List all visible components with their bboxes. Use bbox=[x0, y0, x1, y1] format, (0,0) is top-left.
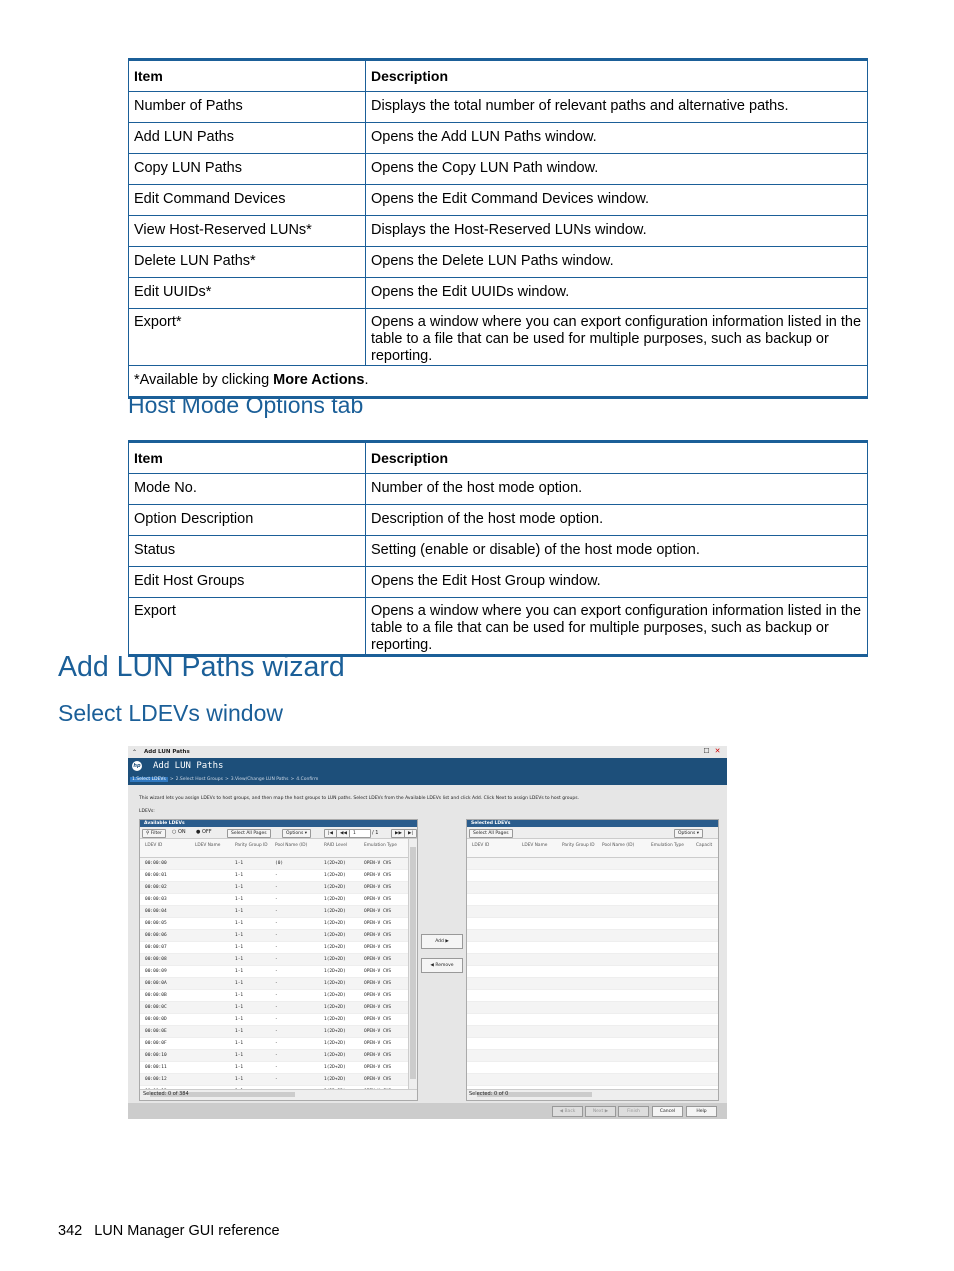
table-cell-description: Opens the Edit UUIDs window. bbox=[366, 278, 868, 309]
col-pool-name[interactable]: Pool Name (ID) bbox=[602, 843, 635, 848]
grid-cell: - bbox=[275, 1053, 278, 1058]
table-cell-item: Add LUN Paths bbox=[129, 123, 366, 154]
page-number: 342 bbox=[58, 1223, 83, 1239]
selected-options-dropdown[interactable]: Options ▾ bbox=[674, 829, 703, 838]
table-cell-description: Number of the host mode option. bbox=[366, 474, 868, 505]
grid-cell: - bbox=[275, 897, 278, 902]
grid-cell: 1(2D+2D) bbox=[324, 993, 346, 998]
select-all-pages-button[interactable]: Select All Pages bbox=[227, 829, 271, 838]
empty-row bbox=[467, 894, 718, 906]
empty-row bbox=[467, 1050, 718, 1062]
grid-cell: 00:00:12 bbox=[145, 1077, 167, 1082]
grid-cell: 00:00:07 bbox=[145, 945, 167, 950]
footnote-prefix: *Available by clicking bbox=[134, 372, 274, 388]
grid-cell: OPEN-V CVS bbox=[364, 1077, 392, 1082]
grid-cell: OPEN-V CVS bbox=[364, 993, 392, 998]
grid-cell: 1(2D+2D) bbox=[324, 873, 346, 878]
grid-cell: OPEN-V CVS bbox=[364, 981, 392, 986]
grid-cell: 00:00:11 bbox=[145, 1065, 167, 1070]
heading-wizard: Add LUN Paths wizard bbox=[58, 651, 345, 683]
grid-cell: 1-1 bbox=[235, 1077, 244, 1082]
empty-row bbox=[467, 942, 718, 954]
cancel-button[interactable]: Cancel bbox=[652, 1106, 683, 1117]
empty-row bbox=[467, 870, 718, 882]
grid-cell: 1-1 bbox=[235, 1005, 244, 1010]
table-cell-description: Opens the Copy LUN Path window. bbox=[366, 154, 868, 185]
wizard-steps bbox=[128, 775, 727, 785]
grid-cell: OPEN-V CVS bbox=[364, 909, 392, 914]
grid-cell: OPEN-V CVS bbox=[364, 1041, 392, 1046]
table-row[interactable] bbox=[140, 906, 408, 918]
wizard-banner bbox=[128, 758, 727, 775]
grid-cell: - bbox=[275, 873, 278, 878]
table-cell-description: Description of the host mode option. bbox=[366, 505, 868, 536]
empty-row bbox=[467, 1014, 718, 1026]
heading-select-ldevs: Select LDEVs window bbox=[58, 700, 283, 726]
table-cell-description: Opens the Edit Host Group window. bbox=[366, 567, 868, 598]
grid-cell: 1(2D+2D) bbox=[324, 981, 346, 986]
grid-cell: - bbox=[275, 909, 278, 914]
hp-logo-icon: hp bbox=[133, 763, 141, 769]
grid-cell: OPEN-V CVS bbox=[364, 1053, 392, 1058]
grid-cell: 1-1 bbox=[235, 1017, 244, 1022]
table-cell-description: Opens the Add LUN Paths window. bbox=[366, 123, 868, 154]
col-header-description: Description bbox=[366, 442, 868, 474]
table-row[interactable] bbox=[140, 918, 408, 930]
table-cell-description: Setting (enable or disable) of the host mode option. bbox=[366, 536, 868, 567]
wizard-button-bar bbox=[128, 1103, 727, 1119]
col-ldev-name[interactable]: LDEV Name bbox=[522, 843, 548, 848]
col-ldev-id[interactable]: LDEV ID bbox=[145, 843, 163, 848]
table-cell-description: Opens the Edit Command Devices window. bbox=[366, 185, 868, 216]
grid-cell: 00:00:0B bbox=[145, 993, 167, 998]
empty-row bbox=[467, 1002, 718, 1014]
grid-cell: 1-1 bbox=[235, 861, 244, 866]
table-cell-item: Edit Host Groups bbox=[129, 567, 366, 598]
table-row[interactable] bbox=[140, 870, 408, 882]
table-cell-item: Edit UUIDs* bbox=[129, 278, 366, 309]
add-button[interactable]: Add ▶ bbox=[421, 934, 463, 949]
grid-cell: 00:00:0A bbox=[145, 981, 167, 986]
selected-select-all-button[interactable]: Select All Pages bbox=[469, 829, 513, 838]
empty-row bbox=[467, 954, 718, 966]
grid-cell: OPEN-V CVS bbox=[364, 897, 392, 902]
grid-cell: OPEN-V CVS bbox=[364, 1029, 392, 1034]
grid-cell: 1-1 bbox=[235, 981, 244, 986]
col-raid-level[interactable]: RAID Level bbox=[324, 843, 348, 848]
step-separator: > bbox=[224, 777, 229, 782]
col-ldev-id[interactable]: LDEV ID bbox=[472, 843, 490, 848]
grid-cell: 00:00:0C bbox=[145, 1005, 167, 1010]
grid-cell: 1(2D+2D) bbox=[324, 1053, 346, 1058]
selected-ldevs-panel bbox=[466, 819, 719, 1101]
next-button[interactable]: Next ▶ bbox=[585, 1106, 616, 1117]
available-ldevs-panel bbox=[139, 819, 418, 1101]
grid-cell: 00:00:02 bbox=[145, 885, 167, 890]
grid-cell: 1(2D+2D) bbox=[324, 897, 346, 902]
footnote-suffix: . bbox=[364, 372, 369, 388]
grid-cell: - bbox=[275, 981, 278, 986]
back-button[interactable]: ◀ Back bbox=[552, 1106, 583, 1117]
selected-ldevs-toolbar bbox=[467, 827, 718, 839]
col-emulation-type[interactable]: Emulation Type bbox=[364, 843, 397, 848]
grid-cell: 00:00:08 bbox=[145, 957, 167, 962]
grid-cell: OPEN-V CVS bbox=[364, 945, 392, 950]
window-title: Add LUN Paths bbox=[144, 749, 190, 755]
grid-cell: - bbox=[275, 945, 278, 950]
grid-cell: 1-1 bbox=[235, 933, 244, 938]
step-separator: > bbox=[290, 777, 295, 782]
table-cell-item: Number of Paths bbox=[129, 92, 366, 123]
step-confirm: 4.Confirm bbox=[296, 777, 319, 782]
grid-cell: 1(2D+2D) bbox=[324, 1029, 346, 1034]
options-label: Options bbox=[286, 831, 304, 836]
grid-cell: 1-1 bbox=[235, 993, 244, 998]
grid-cell: - bbox=[275, 1065, 278, 1070]
on-label: ON bbox=[177, 829, 186, 835]
grid-cell: 00:00:05 bbox=[145, 921, 167, 926]
remove-label: Remove bbox=[435, 963, 454, 968]
grid-cell: 00:00:0F bbox=[145, 1041, 167, 1046]
grid-cell: OPEN-V CVS bbox=[364, 933, 392, 938]
table-row[interactable] bbox=[140, 1038, 408, 1050]
grid-cell: 1-1 bbox=[235, 885, 244, 890]
grid-cell: 1-1 bbox=[235, 909, 244, 914]
finish-button[interactable]: Finish bbox=[618, 1106, 649, 1117]
table-cell-description: Opens a window where you can export configuration information listed in the table to a file that can be used for multiple purposes, such as backup or reporting. bbox=[366, 598, 868, 656]
help-button[interactable]: Help bbox=[686, 1106, 717, 1117]
col-capacity[interactable]: Capacit bbox=[696, 843, 713, 848]
grid-cell: OPEN-V CVS bbox=[364, 969, 392, 974]
grid-cell: 1-1 bbox=[235, 957, 244, 962]
available-vertical-scrollbar[interactable] bbox=[408, 839, 417, 1089]
table-row[interactable] bbox=[140, 966, 408, 978]
banner-title: Add LUN Paths bbox=[153, 761, 224, 771]
grid-cell: 1(2D+2D) bbox=[324, 1017, 346, 1022]
footnote-bold: More Actions bbox=[273, 372, 365, 388]
table-row[interactable] bbox=[140, 858, 408, 870]
grid-cell: - bbox=[275, 933, 278, 938]
table-row[interactable] bbox=[140, 930, 408, 942]
step-view-change-lun-paths: 3.View/Change LUN Paths bbox=[230, 777, 289, 782]
filter-label: Filter bbox=[150, 831, 162, 836]
grid-header bbox=[140, 839, 408, 858]
grid-header bbox=[467, 839, 718, 858]
grid-cell: - bbox=[275, 969, 278, 974]
page-total: / 1 bbox=[372, 830, 379, 836]
grid-cell: 00:00:0D bbox=[145, 1017, 167, 1022]
empty-row bbox=[467, 990, 718, 1002]
grid-cell: OPEN-V CVS bbox=[364, 921, 392, 926]
grid-cell: 1-1 bbox=[235, 873, 244, 878]
grid-cell: 00:00:0E bbox=[145, 1029, 167, 1034]
page-input[interactable]: 1 bbox=[349, 829, 371, 838]
col-pool-name[interactable]: Pool Name (ID) bbox=[275, 843, 308, 848]
grid-cell: - bbox=[275, 957, 278, 962]
grid-cell: 1-1 bbox=[235, 921, 244, 926]
filter-button[interactable]: ⚲ Filter bbox=[142, 829, 166, 838]
options-dropdown[interactable]: Options ▾ bbox=[282, 829, 311, 838]
grid-cell: - bbox=[275, 921, 278, 926]
col-parity-group[interactable]: Parity Group ID bbox=[235, 843, 268, 848]
table-cell-description: Displays the Host-Reserved LUNs window. bbox=[366, 216, 868, 247]
selected-options-label: Options bbox=[678, 831, 696, 836]
filter-on-radio[interactable]: ○ ON bbox=[172, 829, 186, 835]
step-separator: > bbox=[169, 777, 174, 782]
available-ldevs-title: Available LDEVs bbox=[140, 820, 417, 827]
empty-row bbox=[467, 1062, 718, 1074]
grid-cell: - bbox=[275, 1017, 278, 1022]
table-cell-item: Option Description bbox=[129, 505, 366, 536]
grid-cell: - bbox=[275, 1005, 278, 1010]
page-footer bbox=[58, 1223, 280, 1239]
table-cell-item: Copy LUN Paths bbox=[129, 154, 366, 185]
empty-row bbox=[467, 1038, 718, 1050]
filter-off-radio[interactable]: ● OFF bbox=[196, 829, 212, 835]
empty-row bbox=[467, 1026, 718, 1038]
step-select-ldevs: 1.Select LDEVs bbox=[132, 777, 166, 782]
section-heading-host-mode: Host Mode Options tab bbox=[128, 392, 364, 418]
collapse-icon[interactable]: ⌃ bbox=[132, 749, 138, 756]
first-page-icon[interactable]: |◀ bbox=[324, 829, 337, 838]
grid-cell: 1(2D+2D) bbox=[324, 933, 346, 938]
empty-row bbox=[467, 858, 718, 870]
grid-cell: 1-1 bbox=[235, 897, 244, 902]
grid-cell: 1-1 bbox=[235, 945, 244, 950]
col-header-description: Description bbox=[366, 60, 868, 92]
table-cell-item: Edit Command Devices bbox=[129, 185, 366, 216]
grid-cell: 00:00:04 bbox=[145, 909, 167, 914]
grid-cell: OPEN-V CVS bbox=[364, 861, 392, 866]
grid-cell: OPEN-V CVS bbox=[364, 885, 392, 890]
available-selected-count: Selected: 0 of 384 bbox=[143, 1091, 189, 1097]
table-row[interactable] bbox=[140, 1050, 408, 1062]
grid-cell: 1(2D+2D) bbox=[324, 1005, 346, 1010]
grid-cell: - bbox=[275, 1077, 278, 1082]
table-cell-item: Export bbox=[129, 598, 366, 656]
table-cell-description: Displays the total number of relevant paths and alternative paths. bbox=[366, 92, 868, 123]
table-row[interactable] bbox=[140, 954, 408, 966]
grid-cell: - bbox=[275, 993, 278, 998]
footer-title: LUN Manager GUI reference bbox=[94, 1223, 280, 1239]
table-cell-item: View Host-Reserved LUNs* bbox=[129, 216, 366, 247]
empty-row bbox=[467, 966, 718, 978]
grid-cell: (0) bbox=[275, 861, 284, 866]
wizard-description: This wizard lets you assign LDEVs to host groups, and then map the host groups to LUN paths. Select LDEVs from the Available LDEVs list and click Add. Click Next to assign LDEVs to host groups. bbox=[139, 796, 580, 801]
table-row[interactable] bbox=[140, 1074, 408, 1086]
grid-cell: 1-1 bbox=[235, 1041, 244, 1046]
grid-cell: 1-1 bbox=[235, 1065, 244, 1070]
col-header-item: Item bbox=[129, 60, 366, 92]
table-row[interactable] bbox=[140, 882, 408, 894]
selected-ldevs-grid bbox=[467, 839, 718, 1089]
table-row[interactable] bbox=[140, 894, 408, 906]
table-cell-item: Mode No. bbox=[129, 474, 366, 505]
grid-cell: 00:00:10 bbox=[145, 1053, 167, 1058]
grid-cell: 1(2D+2D) bbox=[324, 921, 346, 926]
table-row[interactable] bbox=[140, 990, 408, 1002]
grid-cell: - bbox=[275, 885, 278, 890]
close-icon[interactable]: ✕ bbox=[714, 747, 721, 755]
table-cell-description: Opens a window where you can export configuration information listed in the table to a file that can be used for multiple purposes, such as backup or reporting. bbox=[366, 309, 868, 366]
table-cell-item: Status bbox=[129, 536, 366, 567]
step-select-host-groups: 2.Select Host Groups bbox=[175, 777, 223, 782]
grid-cell: 1(2D+2D) bbox=[324, 945, 346, 950]
last-page-icon[interactable]: ▶| bbox=[404, 829, 417, 838]
grid-cell: 1(2D+2D) bbox=[324, 909, 346, 914]
grid-cell: 1(2D+2D) bbox=[324, 1041, 346, 1046]
grid-cell: OPEN-V CVS bbox=[364, 873, 392, 878]
grid-cell: 00:00:06 bbox=[145, 933, 167, 938]
grid-cell: - bbox=[275, 1041, 278, 1046]
next-page-icon[interactable]: ▶▶ bbox=[391, 829, 406, 838]
selected-count: Selected: 0 of 0 bbox=[469, 1091, 509, 1097]
prev-page-icon[interactable]: ◀◀ bbox=[336, 829, 351, 838]
grid-cell: 00:00:01 bbox=[145, 873, 167, 878]
available-ldevs-toolbar bbox=[140, 827, 417, 839]
col-ldev-name[interactable]: LDEV Name bbox=[195, 843, 221, 848]
table-cell-item: Export* bbox=[129, 309, 366, 366]
lun-paths-table bbox=[128, 58, 868, 399]
empty-row bbox=[467, 918, 718, 930]
add-lun-paths-screenshot bbox=[128, 746, 727, 1119]
empty-row bbox=[467, 1074, 718, 1086]
grid-cell: 1-1 bbox=[235, 1029, 244, 1034]
grid-cell: 1(2D+2D) bbox=[324, 1065, 346, 1070]
ldevs-label: LDEVs: bbox=[139, 809, 155, 814]
maximize-icon[interactable]: ☐ bbox=[703, 747, 710, 755]
grid-cell: 00:00:00 bbox=[145, 861, 167, 866]
grid-cell: OPEN-V CVS bbox=[364, 1005, 392, 1010]
grid-cell: 1(2D+2D) bbox=[324, 957, 346, 962]
remove-button[interactable]: ◀ Remove bbox=[421, 958, 463, 973]
table-row[interactable] bbox=[140, 1026, 408, 1038]
grid-cell: 1(2D+2D) bbox=[324, 885, 346, 890]
empty-row bbox=[467, 978, 718, 990]
table-row[interactable] bbox=[140, 942, 408, 954]
table-cell-description: Opens the Delete LUN Paths window. bbox=[366, 247, 868, 278]
table-row[interactable] bbox=[140, 1014, 408, 1026]
grid-cell: OPEN-V CVS bbox=[364, 957, 392, 962]
table-cell-item: Delete LUN Paths* bbox=[129, 247, 366, 278]
available-ldevs-grid bbox=[140, 839, 408, 1089]
selected-ldevs-title: Selected LDEVs bbox=[467, 820, 718, 827]
grid-cell: OPEN-V CVS bbox=[364, 1065, 392, 1070]
add-label: Add bbox=[435, 939, 444, 944]
grid-cell: 1-1 bbox=[235, 1053, 244, 1058]
empty-row bbox=[467, 882, 718, 894]
host-mode-table bbox=[128, 440, 868, 657]
grid-cell: 1(2D+2D) bbox=[324, 1077, 346, 1082]
table-row[interactable] bbox=[140, 1002, 408, 1014]
grid-cell: 1(2D+2D) bbox=[324, 861, 346, 866]
empty-row bbox=[467, 930, 718, 942]
table-row[interactable] bbox=[140, 1062, 408, 1074]
col-emulation-type[interactable]: Emulation Type bbox=[651, 843, 684, 848]
grid-cell: OPEN-V CVS bbox=[364, 1017, 392, 1022]
grid-cell: 1(2D+2D) bbox=[324, 969, 346, 974]
grid-cell: - bbox=[275, 1029, 278, 1034]
grid-cell: 00:00:09 bbox=[145, 969, 167, 974]
col-header-item: Item bbox=[129, 442, 366, 474]
col-parity-group[interactable]: Parity Group ID bbox=[562, 843, 595, 848]
grid-cell: 00:00:03 bbox=[145, 897, 167, 902]
empty-row bbox=[467, 906, 718, 918]
off-label: OFF bbox=[201, 829, 212, 835]
table-row[interactable] bbox=[140, 978, 408, 990]
grid-cell: 1-1 bbox=[235, 969, 244, 974]
